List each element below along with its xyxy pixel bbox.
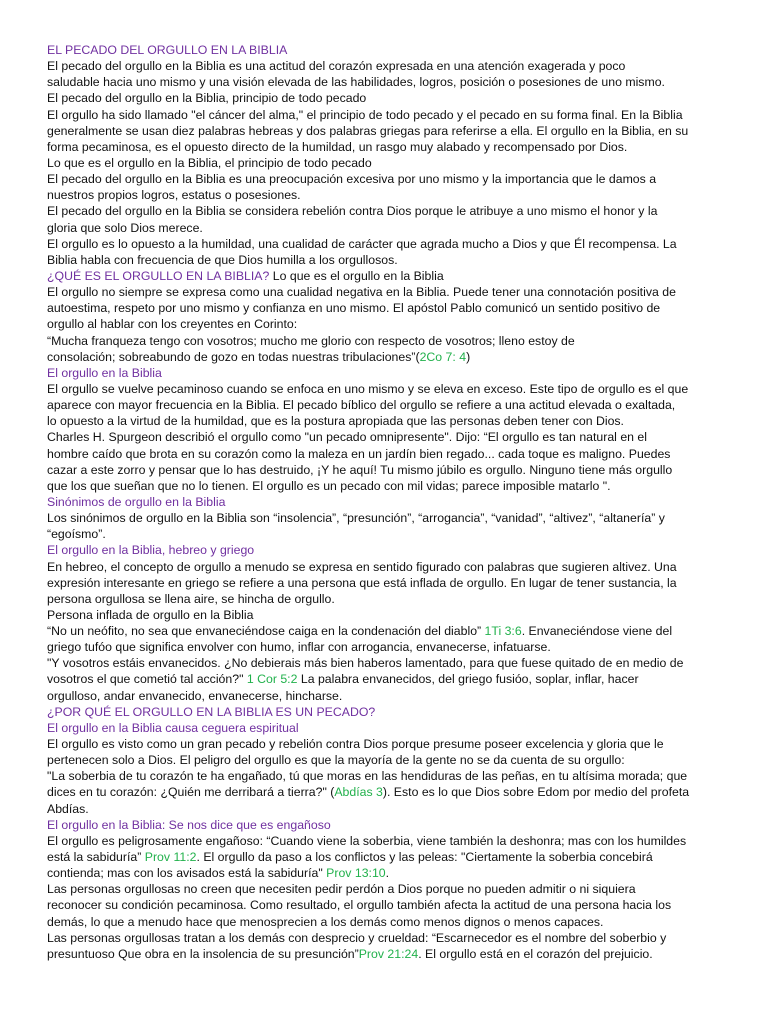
body-text: griego tufóo que significa envolver con humo, inflar con arrogancia, envanecerse, infatuarse. bbox=[47, 640, 551, 655]
body-text: saludable hacia uno mismo y una visión elevada de las habilidades, logros, posición o posesiones de uno mismo. bbox=[47, 75, 665, 90]
text-line bbox=[47, 607, 723, 623]
text-line bbox=[47, 123, 723, 139]
section-heading: El orgullo en la Biblia bbox=[47, 365, 162, 380]
text-line bbox=[47, 413, 723, 429]
text-line bbox=[47, 575, 723, 591]
text-line bbox=[47, 849, 723, 865]
text-line bbox=[47, 510, 723, 526]
text-line bbox=[47, 736, 723, 752]
text-line bbox=[47, 623, 723, 639]
body-text: ) bbox=[466, 349, 471, 364]
body-text: El orgullo no siempre se expresa como una cualidad negativa en la Biblia. Puede tener una connotación positiva de bbox=[47, 285, 676, 300]
section-heading: El orgullo en la Biblia: Se nos dice que es engañoso bbox=[47, 817, 331, 832]
text-line bbox=[47, 784, 723, 800]
body-text: . bbox=[385, 866, 390, 881]
text-line bbox=[47, 155, 723, 171]
body-text: presuntuoso Que obra en la insolencia de su presunción” bbox=[47, 946, 359, 961]
body-text: vosotros el que cometió tal acción?" bbox=[47, 672, 247, 687]
text-line bbox=[47, 90, 723, 106]
text-line bbox=[47, 946, 723, 962]
section-heading: Sinónimos de orgullo en la Biblia bbox=[47, 494, 226, 509]
body-text: El orgullo es lo opuesto a la humildad, una cualidad de carácter que agrada mucho a Dios y que Él recompensa. La bbox=[47, 236, 677, 251]
body-text: . El orgullo está en el corazón del prejuicio. bbox=[418, 946, 653, 961]
text-line bbox=[47, 333, 723, 349]
text-line bbox=[47, 187, 723, 203]
text-line bbox=[47, 300, 723, 316]
text-line bbox=[47, 316, 723, 332]
body-text: Biblia habla con frecuencia de que Dios humilla a los orgullosos. bbox=[47, 252, 398, 267]
text-line bbox=[47, 236, 723, 252]
body-text: dices en tu corazón: ¿Quién me derribará a tierra?" ( bbox=[47, 785, 335, 800]
body-text: El pecado del orgullo en la Biblia se considera rebelión contra Dios porque le atribuye a uno mismo el honor y la bbox=[47, 204, 658, 219]
text-line bbox=[47, 542, 723, 558]
scripture-reference: 1 Cor 5:2 bbox=[246, 672, 298, 687]
body-text: El pecado del orgullo en la Biblia es una preocupación excesiva por uno mismo y la importancia que le damos a bbox=[47, 172, 657, 187]
scripture-reference: 2Co 7: 4 bbox=[419, 349, 467, 364]
body-text: En hebreo, el concepto de orgullo a menudo se expresa en sentido figurado con palabras que sugieren altivez. Una bbox=[47, 559, 677, 574]
text-line bbox=[47, 58, 723, 74]
text-line bbox=[47, 526, 723, 542]
text-line bbox=[47, 268, 723, 284]
body-text: que los que sueñan que no lo tienen. El orgullo es un pecado con mil vidas; parece imposible matarlo ". bbox=[47, 478, 611, 493]
body-text: La palabra envanecidos, del griego fusióo, soplar, inflar, hacer bbox=[297, 672, 639, 687]
body-text: forma pecaminosa, es el opuesto directo de la humildad, un rasgo muy alabado y recompensado por Dios. bbox=[47, 139, 628, 154]
body-text: “egoísmo”. bbox=[47, 527, 106, 542]
text-line bbox=[47, 446, 723, 462]
body-text: persona orgullosa se llena aire, se hincha de orgullo. bbox=[47, 591, 335, 606]
body-text: nuestros propios logros, estatus o posesiones. bbox=[47, 188, 301, 203]
body-text: El pecado del orgullo en la Biblia es una actitud del corazón expresada en una atención exagerada y poco bbox=[47, 59, 626, 74]
text-line bbox=[47, 655, 723, 671]
text-line bbox=[47, 801, 723, 817]
text-line bbox=[47, 881, 723, 897]
text-line bbox=[47, 252, 723, 268]
body-text: . El orgullo da paso a los conflictos y las peleas: "Ciertamente la soberbia concebirá bbox=[196, 850, 653, 865]
body-text: cazar a este zorro y pensar que lo has destruido, ¡Y he aquí! Tu mismo júbilo es orgullo. Ninguno tiene más orgullo bbox=[47, 462, 673, 477]
body-text: Lo que es el orgullo en la Biblia, el principio de todo pecado bbox=[47, 155, 372, 170]
body-text: . Envaneciéndose viene del bbox=[521, 624, 673, 639]
body-text: El pecado del orgullo en la Biblia, principio de todo pecado bbox=[47, 91, 367, 106]
scripture-reference: Prov 21:24 bbox=[358, 946, 419, 961]
body-text: está la sabiduría” bbox=[47, 850, 145, 865]
text-line bbox=[47, 688, 723, 704]
section-heading: ¿QUÉ ES EL ORGULLO EN LA BIBLIA? bbox=[47, 268, 270, 283]
body-text: demás, lo que a menudo hace que menosprecien a los demás como menos dignos o menos capaces. bbox=[47, 914, 604, 929]
body-text: "La soberbia de tu corazón te ha engañado, tú que moras en las hendiduras de las peñas, en tu altísima morada; que bbox=[47, 769, 688, 784]
text-line bbox=[47, 42, 723, 58]
body-text: “No un neófito, no sea que envaneciéndose caiga en la condenación del diablo” bbox=[47, 624, 485, 639]
body-text: orgulloso, andar envanecido, envanecerse, hincharse. bbox=[47, 688, 343, 703]
text-line bbox=[47, 930, 723, 946]
body-text: Las personas orgullosas tratan a los demás con desprecio y crueldad: “Escarnecedor es el nombre del soberbio y bbox=[47, 930, 667, 945]
body-text: Abdías. bbox=[47, 801, 89, 816]
text-line bbox=[47, 817, 723, 833]
text-line bbox=[47, 478, 723, 494]
body-text: El orgullo se vuelve pecaminoso cuando se enfoca en uno mismo y se eleva en exceso. Este tipo de orgullo es el que bbox=[47, 381, 689, 396]
section-heading: ¿POR QUÉ EL ORGULLO EN LA BIBLIA ES UN PECADO? bbox=[47, 704, 376, 719]
scripture-reference: 1Ti 3:6 bbox=[484, 624, 522, 639]
section-heading: El orgullo en la Biblia, hebreo y griego bbox=[47, 543, 255, 558]
body-text: generalmente se usan diez palabras hebreas y dos palabras griegas para referirse a ella. El orgullo en la Biblia, en su bbox=[47, 123, 689, 138]
body-text: Charles H. Spurgeon describió el orgullo como "un pecado omnipresente". Dijo: “El orgullo es tan natural en el bbox=[47, 430, 647, 445]
text-line bbox=[47, 671, 723, 687]
text-line bbox=[47, 752, 723, 768]
body-text: pertenecen solo a Dios. El peligro del orgullo es que la mayoría de la gente no se da cuenta de su orgullo: bbox=[47, 753, 625, 768]
section-heading: El orgullo en la Biblia causa ceguera espiritual bbox=[47, 720, 299, 735]
text-line bbox=[47, 591, 723, 607]
text-line bbox=[47, 720, 723, 736]
body-text: contienda; mas con los avisados está la sabiduría" bbox=[47, 866, 327, 881]
body-text: autoestima, respeto por uno mismo y confianza en uno mismo. El apóstol Pablo comunicó un sentido positivo de bbox=[47, 301, 661, 316]
text-line bbox=[47, 107, 723, 123]
text-line bbox=[47, 559, 723, 575]
body-text: aparece con mayor frecuencia en la Biblia. El pecado bíblico del orgullo se refiere a una actitud elevada o exaltada, bbox=[47, 398, 676, 413]
text-line bbox=[47, 429, 723, 445]
text-line bbox=[47, 139, 723, 155]
text-line bbox=[47, 220, 723, 236]
text-line bbox=[47, 639, 723, 655]
section-heading: EL PECADO DEL ORGULLO EN LA BIBLIA bbox=[47, 43, 288, 57]
text-line bbox=[47, 365, 723, 381]
text-line bbox=[47, 897, 723, 913]
document-body bbox=[47, 42, 723, 962]
text-line bbox=[47, 833, 723, 849]
body-text: Las personas orgullosas no creen que necesiten pedir perdón a Dios porque no pueden admitir o ni siquiera bbox=[47, 882, 636, 897]
body-text: El orgullo es visto como un gran pecado y rebelión contra Dios porque presume poseer excelencia y gloria que le bbox=[47, 737, 664, 752]
body-text: "Y vosotros estáis envanecidos. ¿No debierais más bien haberos lamentado, para que fuese quitado de en medio de bbox=[47, 656, 684, 671]
text-line bbox=[47, 284, 723, 300]
text-line bbox=[47, 768, 723, 784]
body-text: gloria que solo Dios merece. bbox=[47, 220, 203, 235]
text-line bbox=[47, 914, 723, 930]
body-text: orgullo al hablar con los creyentes en Corinto: bbox=[47, 317, 298, 332]
scripture-reference: Prov 13:10 bbox=[326, 866, 386, 881]
text-line bbox=[47, 381, 723, 397]
text-line bbox=[47, 171, 723, 187]
body-text: ). Esto es lo que Dios sobre Edom por medio del profeta bbox=[382, 785, 690, 800]
body-text: reconocer su condición pecaminosa. Como resultado, el orgullo también afecta la actitud de una persona hacia los bbox=[47, 898, 672, 913]
text-line bbox=[47, 462, 723, 478]
body-text: Lo que es el orgullo en la Biblia bbox=[269, 268, 444, 283]
body-text: El orgullo ha sido llamado "el cáncer del alma," el principio de todo pecado y el pecado en su forma final. En la Biblia bbox=[47, 107, 683, 122]
scripture-reference: Abdías 3 bbox=[334, 785, 383, 800]
body-text: hombre caído que brota en su corazón como la maleza en un jardín bien regado... cada toque es maligno. Puedes bbox=[47, 446, 671, 461]
body-text: expresión interesante en griego se refiere a una persona que está inflada de orgullo. En lugar de tener sustancia, la bbox=[47, 575, 677, 590]
body-text: Persona inflada de orgullo en la Biblia bbox=[47, 607, 254, 622]
text-line bbox=[47, 704, 723, 720]
text-line bbox=[47, 865, 723, 881]
body-text: El orgullo es peligrosamente engañoso: “Cuando viene la soberbia, viene también la deshonra; mas con los humildes bbox=[47, 833, 687, 848]
text-line bbox=[47, 397, 723, 413]
body-text: “Mucha franqueza tengo con vosotros; mucho me glorio con respecto de vosotros; lleno estoy de bbox=[47, 333, 575, 348]
text-line bbox=[47, 349, 723, 365]
body-text: consolación; sobreabundo de gozo en todas nuestras tribulaciones”( bbox=[47, 349, 420, 364]
text-line bbox=[47, 203, 723, 219]
body-text: lo opuesto a la virtud de la humildad, que es la postura apropiada que las personas deben tener con Dios. bbox=[47, 414, 624, 429]
body-text: Los sinónimos de orgullo en la Biblia son “insolencia”, “presunción”, “arrogancia”, “vanidad”, “altivez”, “altanería” y bbox=[47, 511, 665, 526]
text-line bbox=[47, 494, 723, 510]
text-line bbox=[47, 74, 723, 90]
scripture-reference: Prov 11:2 bbox=[144, 850, 197, 865]
